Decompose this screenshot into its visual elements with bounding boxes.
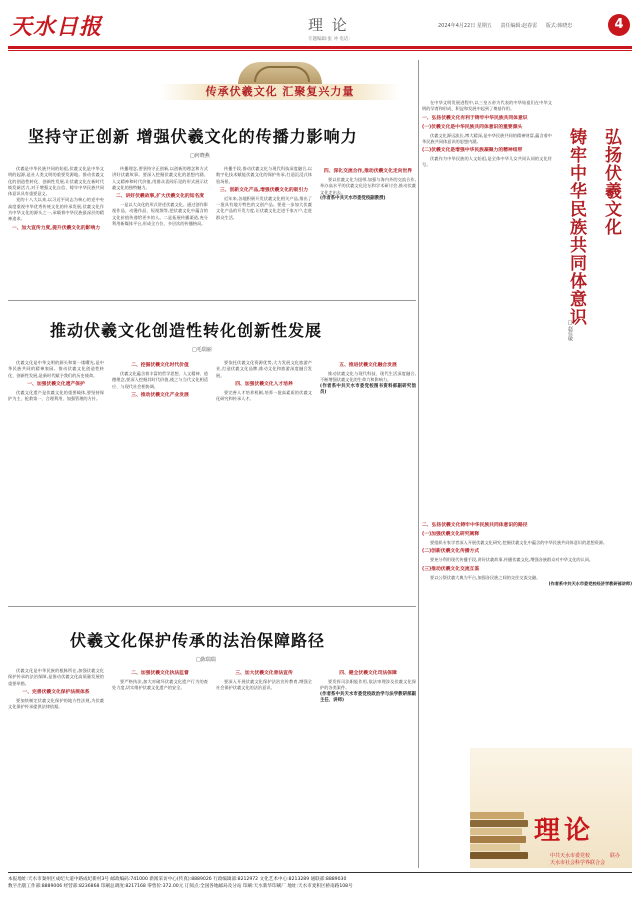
subheading: 二、弘扬伏羲文化铸牢中华民族共同体意识的路径: [422, 523, 528, 528]
article4-body: [422, 100, 552, 510]
article2-column: [216, 360, 312, 602]
subheading: 二、讲好伏羲故事,扩大伏羲文化的知名度: [115, 194, 205, 200]
topic-banner: [160, 62, 400, 102]
promo-tag: 联办: [610, 853, 621, 859]
paragraph: 传播理念,要坚持守正创新,以创新的理念和方式讲好伏羲故事。要深入挖掘伏羲文化的思想内涵、人文精神和时代价值,用群众喜闻乐见的形式展示伏羲文化的独特魅力。: [112, 166, 208, 190]
paragraph: 要严格执法,加大对破坏伏羲文化遗产行为的查处力度,切实维护伏羲文化遗产的安全。: [112, 679, 208, 691]
paragraph: 近年来,各地积极开发伏羲文化相关产品,推出了一批具有地方特色的文创产品。要进一步加大伏羲文化产品的开发力度,让伏羲文化走进千家万户,走进群众生活。: [216, 195, 312, 220]
promo-organizer-2: 天水市社会科学界联合会: [550, 860, 606, 866]
subheading: 四、加强伏羲文化人才培养: [235, 381, 293, 387]
paragraph: 推动伏羲文化与现代科技、现代生活深度融合,不断增强伏羲文化的生命力和影响力。: [320, 371, 416, 383]
subheading: 二、加强伏羲文化执法监督: [131, 671, 189, 676]
section-title: 理 论: [308, 16, 349, 34]
paragraph: 伏羲文化蕴含着丰富的哲学思想、人文精神、道德理念,要深入挖掘其时代价值,使之与当代文化相适应、与现代社会相协调。: [112, 371, 208, 389]
article2-headline: 推动伏羲文化创造性转化创新性发展: [50, 321, 323, 340]
paragraph: 伏羲文化是中华文明的源头和第一缕曙光,是中华民族共同的精神家园。推动伏羲文化创造性转化、创新性发展,是新时代赋予我们的历史使命。: [8, 360, 104, 378]
article1-column: [112, 166, 208, 296]
paragraph: 要以伏羲文化为纽带,加强与海内外的交流合作,举办高水平的伏羲文化论坛和学术研讨会,推动伏羲文化走出去。: [320, 177, 416, 195]
page-number-badge: 4: [608, 14, 630, 36]
paragraph: 传播手段,推动伏羲文化与现代科技深度融合,以数字化技术赋能伏羲文化的保护传承,打造沉浸式体验场景。: [216, 166, 312, 184]
paragraph: 要组织专家学者深入开展伏羲文化研究,挖掘伏羲文化中蕴含的中华民族共同体意识的思想资源。: [430, 540, 608, 545]
article2-column: [112, 360, 208, 602]
paragraph: 一是以大众化的形式讲述伏羲文化。通过创作影视作品、动漫作品、短视频等,把伏羲文化中蕴含的文化价值传递给更多的人。二是拓展传播渠道,充分利用新媒体平台,形成全方位、多层次的传播格局。: [112, 202, 208, 227]
issue-designer: 版式:韩晓忠: [545, 23, 573, 29]
subheading: (三)推动伏羲文化交流互鉴: [422, 566, 480, 572]
paragraph: 伏羲文化源远流长,博大精深,是中华民族共同的精神财富,蕴含着中华民族共同体意识的思想内涵。: [422, 132, 552, 144]
promo-organizer-1: 中共天水市委党校: [550, 853, 591, 859]
article1-body: [8, 166, 416, 296]
article3-byline: □陈瑞瑞: [196, 657, 216, 663]
article2-byline: □毛瑞丽: [192, 347, 212, 353]
issue-editor: 责任编辑:赵春雷: [500, 23, 538, 29]
footer-line: 本报地址:天水市秦州区成纪大道中路成纪新村3号 邮政编码:741000 新闻采访中心(传真):8889026 行政编辑部:8212972 文化艺术中心:8213289 通联部:8889030: [8, 877, 347, 882]
paragraph: 要发挥司法职能作用,依法审理涉及伏羲文化保护的各类案件。: [320, 679, 416, 691]
temple-gate-icon: [238, 62, 322, 84]
subheading: 一、加强伏羲文化遗产保护: [27, 381, 85, 387]
article4-headline-left: 铸牢中华民族共同体意识: [566, 128, 586, 326]
paragraph: 伏羲作为中华民族的人文始祖,是全体中华儿女共同认同的文化符号。: [422, 156, 552, 168]
article4-body-lower: [422, 520, 632, 742]
article4-headline-right: 弘扬伏羲文化: [601, 128, 621, 236]
subheading: (一)伏羲文化是中华民族共同体意识的重要源头: [422, 124, 523, 130]
footer-divider: [8, 872, 632, 873]
subheading: 三、创新文化产品,增强伏羲文化的吸引力: [219, 187, 309, 193]
issue-date: 2024年4月22日 星期五: [438, 23, 492, 29]
subheading: (一)加强伏羲文化研究阐释: [422, 532, 480, 537]
subheading: 一、完善伏羲文化保护法规体系: [22, 689, 90, 695]
section-divider: [8, 606, 416, 607]
section-label: [308, 14, 350, 42]
article2-body: [8, 360, 416, 602]
theory-promo: [470, 748, 632, 868]
article1-column: [216, 166, 312, 296]
subheading: 四、健全伏羲文化司法保障: [339, 671, 397, 676]
subheading: 五、推进伏羲文化融合发展: [339, 363, 397, 368]
imprint-footer: [8, 876, 632, 890]
subheading: 三、加大伏羲文化普法宣传: [235, 671, 293, 676]
paragraph: 伏羲文化遗产是伏羲文化的重要载体,要坚持保护为主、抢救第一、合理利用、加强管理的方针。: [8, 389, 104, 402]
subheading: 三、推动伏羲文化产业发展: [131, 392, 189, 398]
author-note: (作者系中共天水市委党校政治学与法学教研部副主任、讲师): [320, 691, 416, 703]
article3-headline: 伏羲文化保护传承的法治保障路径: [70, 631, 326, 650]
subheading: 二、挖掘伏羲文化时代价值: [131, 363, 189, 368]
article1-byline: □何晓燕: [190, 153, 210, 159]
paragraph: 要充分利用现代传播手段,讲好伏羲故事,传播伏羲文化,增强各族群众对中华文化的认同。: [430, 557, 594, 563]
article4-byline: □赵佳敏: [567, 320, 573, 341]
paragraph: 要依托伏羲文化资源优势,大力发展文化旅游产业,打造伏羲文化品牌,推动文化和旅游深度融合发展。: [216, 360, 312, 378]
subheading: 一、弘扬伏羲文化有利于铸牢中华民族共同体意识: [422, 115, 528, 121]
subheading: 四、深化交流合作,推动伏羲文化走向世界: [323, 169, 413, 174]
newspaper-logo: 天水日报: [10, 14, 103, 40]
header-divider-thin: [8, 50, 632, 51]
paragraph: 伏羲文化是中华民族的根脉所在,加强伏羲文化保护传承的法治保障,是推动伏羲文化高质量发展的重要举措。: [8, 668, 104, 686]
header-divider: [8, 46, 632, 49]
article3-column: [112, 668, 208, 866]
author-note: (作者系中共天水市委党校经济学教研部讲师): [548, 580, 632, 586]
paragraph: 党的十八大以来,以习近平同志为核心的党中央高度重视中华优秀传统文化的传承发展,伏羲文化作为中华文化的源头之一,承载着中华民族最深层的精神追求。: [8, 197, 104, 222]
section-subtitle: 专题编辑:张 冲 电话:: [308, 37, 350, 42]
banner-title: 传承伏羲文化 汇聚复兴力量: [160, 84, 400, 100]
subheading: (二)创新伏羲文化传播方式: [422, 549, 480, 555]
article3-body: [8, 668, 416, 866]
subheading: 一、加大宣传力度,提升伏羲文化的影响力: [11, 225, 101, 231]
paragraph: 在中华文明发展进程中,以三皇五帝为代表的中华始祖们在中华文明的孕育和形成、积淀和发展中起到了奠基作用。: [422, 100, 552, 112]
section-divider: [8, 300, 416, 301]
promo-title: 理论: [534, 816, 595, 846]
author-note: (作者系中共天水市委党校图书资料部副研究馆员): [320, 383, 416, 395]
article2-column: [8, 360, 104, 602]
paragraph: 要以公祭伏羲大典为平台,加强各民族之间的交往交流交融。: [430, 574, 541, 580]
article2-column: [320, 360, 416, 602]
paragraph: 要完善人才培养机制,培养一批高素质的伏羲文化研究和传承人才。: [216, 389, 312, 402]
books-illustration: [470, 811, 530, 860]
article4-column: [422, 100, 552, 510]
column-rule: [418, 60, 419, 868]
footer-line: 数字出版工作部:8889006 经营部:8236868 印刷总调度:8217168 零售价:372.00元 订阅点:全国各地邮局及分站 印刷:天水新华印刷厂 地址:天水市麦积区桥南路108号: [8, 884, 353, 889]
article3-column: [8, 668, 104, 866]
article3-column: [320, 668, 416, 866]
issue-meta: [438, 22, 579, 29]
article1-column: [8, 166, 104, 296]
paragraph: 伏羲是中华民族共同的始祖,伏羲文化是中华文明的起源,是社人类文明的重要发源地。推动伏羲文化的创造性转化、创新性发展,让伏羲文化在新时代焕发新活力,对于增强文化自信、铸牢中华民族共同体意识具有重要意义。: [8, 166, 104, 197]
article3-column: [216, 668, 312, 866]
author-note: (作者系中共天水市委党校副教授): [320, 195, 386, 201]
subheading: (二)伏羲文化是增强中华民族凝聚力的精神纽带: [422, 148, 523, 154]
paragraph: 要深入开展伏羲文化保护法治宣传教育,增强全社会保护伏羲文化的法治意识。: [216, 679, 312, 691]
paragraph: 要加快制定伏羲文化保护的地方性法规,为伏羲文化保护传承提供法律依据。: [8, 697, 104, 710]
article1-headline: 坚持守正创新 增强伏羲文化的传播力影响力: [28, 127, 358, 146]
article1-column: [320, 166, 416, 296]
